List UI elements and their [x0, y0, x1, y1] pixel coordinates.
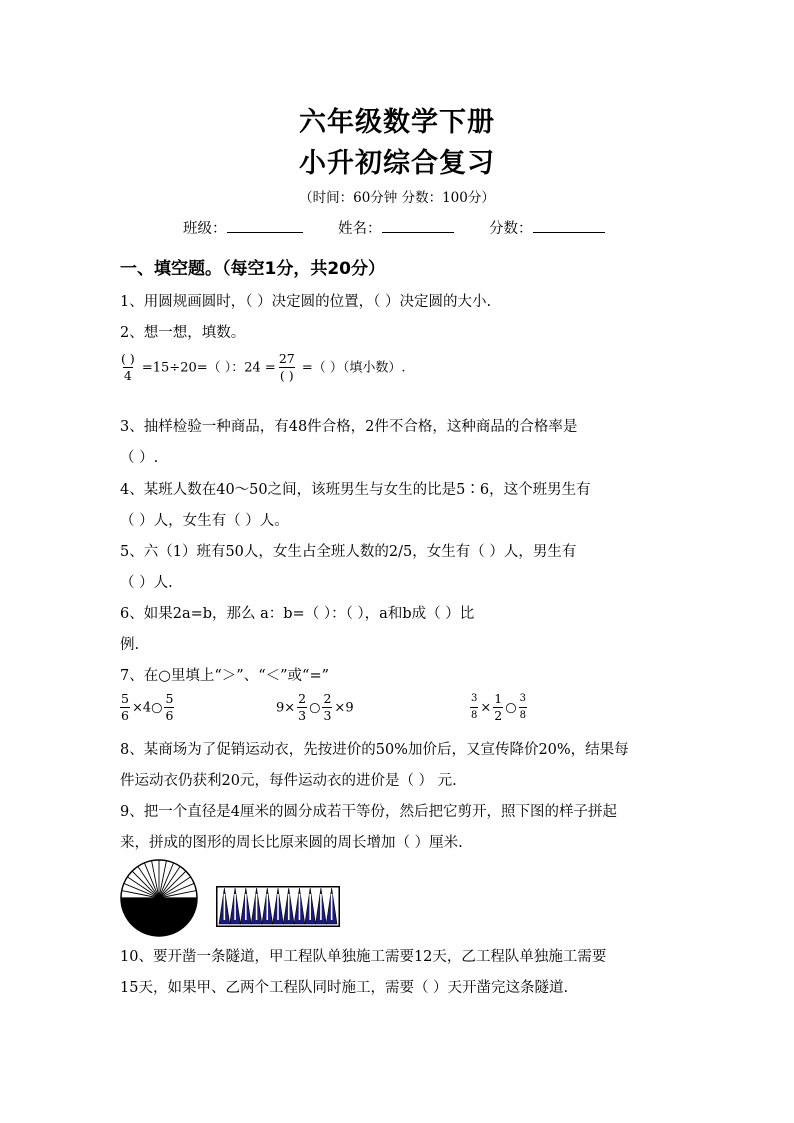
class-label: 班级： — [183, 221, 227, 237]
name-label: 姓名： — [338, 221, 382, 237]
question-10: 10、要开凿一条隧道，甲工程队单独施工需要12天，乙工程队单独施工需要 — [120, 949, 607, 965]
fraction — [493, 692, 503, 723]
fraction-denominator: ( ) — [279, 368, 294, 383]
sector-line — [132, 871, 159, 898]
fraction-denominator: 8 — [470, 707, 478, 723]
compare-item-c — [468, 692, 529, 723]
expression-text: =15÷20=（ ）：24 = — [137, 360, 276, 376]
fraction-denominator: 8 — [519, 707, 527, 723]
fraction-numerator: 5 — [121, 691, 129, 706]
question-5: 5、六（1）班有50人，女生占全班人数的2/5，女生有（ ）人，男生有 — [120, 544, 577, 560]
fraction-numerator: ( ) — [121, 351, 135, 366]
fraction-denominator: 2 — [494, 708, 503, 723]
fraction-denominator: 6 — [165, 708, 174, 723]
fraction-denominator: 4 — [123, 368, 132, 383]
sectored-circle-figure — [118, 857, 200, 939]
page-subtitle: 小升初综合复习 — [299, 148, 495, 179]
expression-text: ×4○ — [131, 700, 163, 716]
page-title: 六年级数学下册 — [299, 107, 495, 138]
question-10-line2: 15天，如果甲、乙两个工程队同时施工，需要（ ）天开凿完这条隧道. — [120, 980, 569, 996]
fraction — [519, 692, 527, 723]
fraction-numerator: 27 — [278, 351, 295, 366]
fraction — [164, 692, 174, 723]
expression-text: ×9 — [334, 700, 354, 716]
question-9-line2: 来，拼成的图形的周长比原来圆的周长增加（ ）厘米. — [120, 835, 463, 851]
class-blank — [227, 218, 303, 233]
fraction — [322, 692, 332, 723]
fraction — [297, 692, 307, 723]
question-4-line2: （ ）人，女生有（ ）人。 — [120, 513, 289, 529]
fraction — [470, 692, 478, 723]
expression-text: =（ ）（填小数）. — [297, 360, 406, 376]
name-blank — [382, 218, 454, 233]
fraction-denominator: 3 — [323, 708, 332, 723]
rearranged-strip-figure — [216, 886, 340, 928]
expression-text: 9× — [276, 700, 296, 716]
fraction-numerator: 5 — [165, 691, 174, 706]
question-6-line2: 例. — [120, 637, 140, 653]
question-6: 6、如果2a=b，那么 a：b=（ ）：（ ），a和b成（ ）比 — [120, 606, 475, 622]
question-1: 1、用圆规画圆时，（ ）决定圆的位置，（ ）决定圆的大小. — [120, 294, 492, 310]
fraction — [120, 352, 136, 383]
score-label: 分数： — [489, 221, 533, 237]
question-9: 9、把一个直径是4厘米的圆分成若干等份，然后把它剪开，照下图的样子拼起 — [120, 804, 617, 820]
class-field — [183, 217, 303, 238]
question-2-expression — [118, 352, 406, 383]
section-heading: 一、填空题。（每空1分，共20分） — [120, 259, 385, 279]
exam-info: （时间：60分钟 分数：100分） — [299, 190, 495, 206]
fraction-numerator: 2 — [323, 691, 332, 706]
question-3: 3、抽样检验一种商品，有48件合格，2件不合格，这种商品的合格率是 — [120, 419, 578, 435]
fraction — [120, 692, 130, 723]
fraction-numerator: 1 — [494, 691, 503, 706]
sector-line — [159, 871, 186, 898]
question-5-line2: （ ）人. — [120, 575, 173, 591]
question-7: 7、在○里填上“＞”、“＜”或“=” — [120, 668, 330, 684]
expression-text: ○ — [505, 700, 517, 716]
score-field — [489, 217, 605, 238]
question-8: 8、某商场为了促销运动衣，先按进价的50%加价后，又宣传降价20%，结果每 — [120, 742, 629, 758]
fraction-numerator: 3 — [471, 693, 478, 704]
name-field — [338, 217, 454, 238]
fraction-numerator: 2 — [298, 691, 307, 706]
fraction-denominator: 3 — [298, 708, 307, 723]
fraction — [278, 352, 296, 383]
fraction-numerator: 3 — [519, 693, 526, 704]
score-blank — [533, 218, 605, 233]
compare-item-b — [276, 692, 354, 723]
question-3-line2: （ ）. — [120, 450, 159, 466]
question-8-line2: 件运动衣仍获利20元，每件运动衣的进价是（ ） 元. — [120, 773, 457, 789]
expression-text: ○ — [309, 700, 321, 716]
compare-item-a — [118, 692, 176, 723]
question-2: 2、想一想，填数。 — [120, 325, 246, 341]
fraction-denominator: 6 — [121, 708, 129, 723]
question-4: 4、某班人数在40～50之间，该班男生与女生的比是5∶6，这个班男生有 — [120, 482, 591, 498]
expression-text: × — [480, 700, 492, 716]
